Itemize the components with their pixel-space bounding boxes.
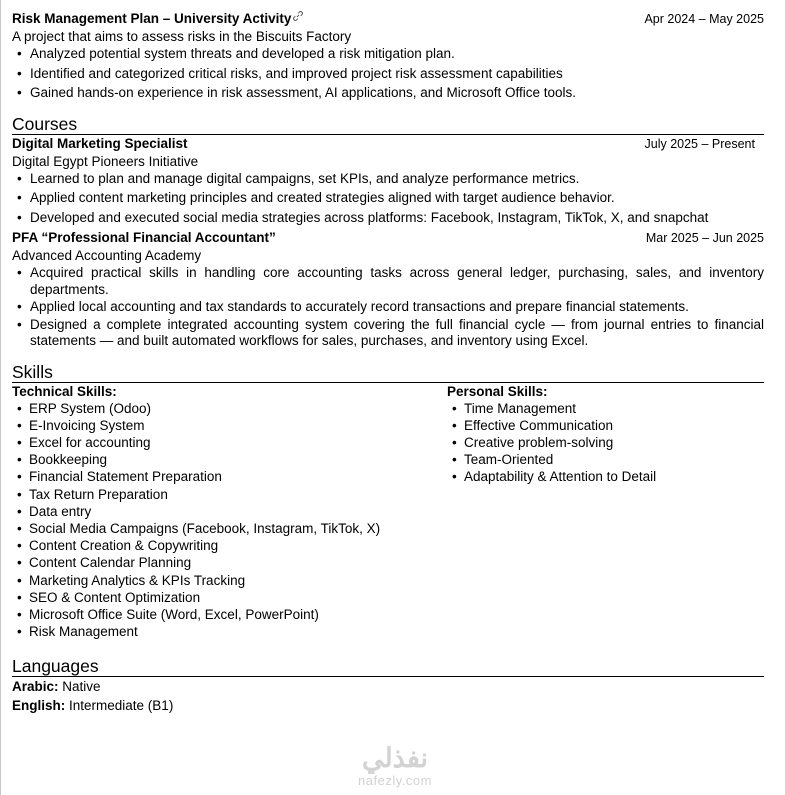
page-edge xyxy=(0,0,1,795)
list-item: • Microsoft Office Suite (Word, Excel, PowerPoint) xyxy=(12,606,447,623)
list-item: • Effective Communication xyxy=(447,417,764,434)
skills-heading: Skills xyxy=(12,362,764,383)
skills-columns xyxy=(12,383,764,641)
technical-skills-list xyxy=(12,400,447,641)
course-date: July 2025 – Present xyxy=(644,136,755,151)
list-item: • Developed and executed social media strategies across platforms: Facebook, Instagram, TikTok, X, and snapchat xyxy=(12,210,764,227)
list-item: • Acquired practical skills in handling core accounting tasks across general ledger, purchasing, sales, and inventory departments. xyxy=(12,265,764,298)
languages-section xyxy=(12,656,764,715)
course-entry xyxy=(12,229,764,350)
list-item: • Time Management xyxy=(447,400,764,417)
project-bullets xyxy=(12,46,764,102)
list-item: • Content Creation & Copywriting xyxy=(12,537,447,554)
list-item: • Designed a complete integrated accounting system covering the full financial cycle — from journal entries to financial statements — and built automated workflows for sales, purchases, and inventory using Excel. xyxy=(12,317,764,350)
list-item: • Financial Statement Preparation xyxy=(12,468,447,485)
list-item: • ERP System (Odoo) xyxy=(12,400,447,417)
list-item: • Data entry xyxy=(12,503,447,520)
project-entry xyxy=(12,0,764,102)
personal-skills-label: Personal Skills: xyxy=(447,383,548,399)
language-level: Intermediate (B1) xyxy=(69,698,174,714)
language-name: English: xyxy=(12,698,66,714)
list-item: • SEO & Content Optimization xyxy=(12,589,447,606)
course-date: Mar 2025 – Jun 2025 xyxy=(645,231,764,245)
courses-section xyxy=(12,114,764,350)
personal-skills-list xyxy=(447,400,764,486)
watermark xyxy=(345,742,445,788)
list-item: • Bookkeeping xyxy=(12,451,447,468)
skills-section xyxy=(12,362,764,641)
technical-skills-label: Technical Skills: xyxy=(12,383,117,399)
project-title: Risk Management Plan – University Activity xyxy=(12,11,292,26)
list-item: • Tax Return Preparation xyxy=(12,486,447,503)
course-entry xyxy=(12,135,764,227)
list-item: • Gained hands-on experience in risk assessment, AI applications, and Microsoft Office tools. xyxy=(12,85,764,102)
list-item: • Marketing Analytics & KPIs Tracking xyxy=(12,572,447,589)
list-item: • Social Media Campaigns (Facebook, Instagram, TikTok, X) xyxy=(12,520,447,537)
link-icon[interactable] xyxy=(292,9,304,27)
resume-page xyxy=(12,0,764,715)
course-title: PFA “Professional Financial Accountant” xyxy=(12,230,276,245)
language-name: Arabic: xyxy=(12,679,59,695)
language-level: Native xyxy=(62,679,101,695)
list-item: • Content Calendar Planning xyxy=(12,554,447,571)
list-item: • Creative problem-solving xyxy=(447,434,764,451)
watermark-arabic: نفذلي xyxy=(361,743,429,773)
list-item: • Applied content marketing principles and created strategies aligned with target audience behavior. xyxy=(12,190,764,207)
list-item: • Excel for accounting xyxy=(12,434,447,451)
project-header xyxy=(12,10,764,28)
list-item: • Team-Oriented xyxy=(447,451,764,468)
list-item: • E-Invoicing System xyxy=(12,417,447,434)
course-bullets xyxy=(12,265,764,350)
project-date: Apr 2024 – May 2025 xyxy=(644,12,764,26)
list-item: • Learned to plan and manage digital campaigns, set KPIs, and analyze performance metrics. xyxy=(12,171,764,188)
list-item: • Identified and categorized critical risks, and improved project risk assessment capabilities xyxy=(12,66,764,83)
course-bullets xyxy=(12,171,764,227)
language-english xyxy=(12,696,764,715)
technical-skills xyxy=(12,383,447,641)
language-arabic xyxy=(12,677,764,696)
course-provider: Advanced Accounting Academy xyxy=(12,248,202,263)
list-item: • Applied local accounting and tax standards to accurately record transactions and prepare financial statements. xyxy=(12,299,764,316)
course-title: Digital Marketing Specialist xyxy=(12,135,188,151)
list-item: • Analyzed potential system threats and developed a risk mitigation plan. xyxy=(12,46,764,63)
courses-heading: Courses xyxy=(12,114,764,135)
list-item: • Risk Management xyxy=(12,623,447,640)
project-subtitle: A project that aims to assess risks in the Biscuits Factory xyxy=(12,29,352,44)
list-item: • Adaptability & Attention to Detail xyxy=(447,468,764,485)
personal-skills xyxy=(447,383,764,641)
watermark-latin: nafezly.com xyxy=(358,773,432,788)
course-provider: Digital Egypt Pioneers Initiative xyxy=(12,153,199,169)
languages-heading: Languages xyxy=(12,656,764,677)
